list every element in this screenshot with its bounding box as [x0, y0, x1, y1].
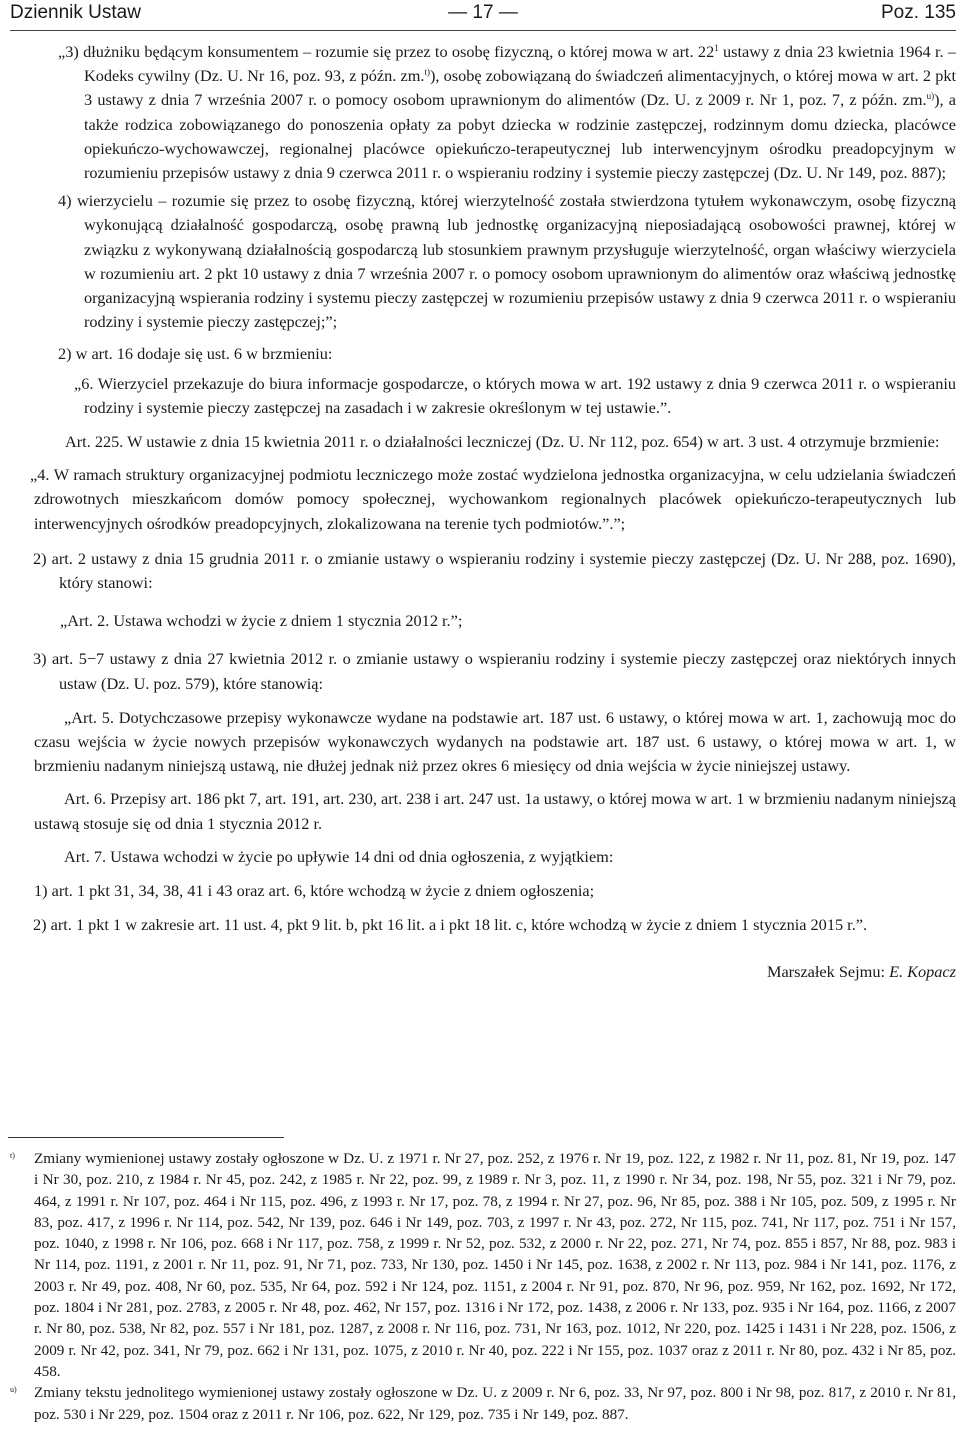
position-number: Poz. 135 [881, 2, 956, 23]
paragraph-creditor-definition: 4) wierzycielu – rozumie się przez to osobę fizyczną, której wierzytelność została stwierdzona tytułem wykonawczym, osobę fizyczną wykonującą działalność gospodarczą, osobę prawną lub jednostkę organizacyjną nieposiadającą osobowości prawnej, której w związku z wykonywaną działalnością gospodarczą lub stosunkiem prawnym przysługuje wierzytelność, organ właściwy wierzyciela w rozumieniu art. 2 pkt 10 ustawy z dnia 7 września 2007 r. o pomocy osobom uprawnionym do alimentów oraz właściwą jednostkę organizacyjną wspierania rodziny i systemu pieczy zastępczej w rozumieniu przepisów ustawy z dnia 9 czerwca 2011 r. o wspieraniu rodziny i systemie pieczy zastępczej;”; [58, 191, 956, 332]
paragraph-art6: Art. 6. Przepisy art. 186 pkt 7, art. 191, art. 230, art. 238 i art. 247 ust. 1a ustawy, o której mowa w art. 1 w brzmieniu nadanym niniejszą ustawą stosuje się od dnia 1 stycznia 2012 r. [34, 789, 956, 833]
paragraph-quote-art2: „Art. 2. Ustawa wchodzi w życie z dniem 1 stycznia 2012 r.”; [60, 611, 463, 631]
footnote-u: $^{u)}$ Zmiany tekstu jednolitego wymienionej ustawy zostały ogłoszone w Dz. U. z 2009 r. Nr 6, poz. 33, Nr 97, poz. 800 i Nr 98, poz. 817, z 2010 r. Nr 81, poz. 530 i Nr 229, poz. 1504 oraz z 2011 r. Nr 106, poz. 622, Nr 129, poz. 735 i Nr 149, poz. 887. [10, 1384, 956, 1423]
page-header [10, 0, 956, 31]
footnote-t: $^{t)}$ Zmiany wymienionej ustawy zostały ogłoszone w Dz. U. z 1971 r. Nr 27, poz. 252, z 1976 r. Nr 19, poz. 122, z 1982 r. Nr 11, poz. 81, Nr 19, poz. 147 i Nr 30, poz. 210, z 1984 r. Nr 45, poz. 242, z 1985 r. Nr 22, poz. 99, z 1989 r. Nr 3, poz. 11, z 1990 r. Nr 34, poz. 198, Nr 55, poz. 321 i Nr 79, poz. 464, z 1991 r. Nr 107, poz. 464 i Nr 115, poz. 496, z 1993 r. Nr 17, poz. 78, z 1994 r. Nr 27, poz. 96, Nr 85, poz. 388 i Nr 105, poz. 509, z 1995 r. Nr 83, poz. 417, z 1996 r. Nr 114, poz. 542, Nr 139, poz. 646 i Nr 149, poz. 703, z 1997 r. Nr 43, poz. 272, Nr 115, poz. 741, Nr 117, poz. 751 i Nr 157, poz. 1040, z 1998 r. Nr 106, poz. 668 i Nr 117, poz. 758, z 1999 r. Nr 52, poz. 532, z 2000 r. Nr 22, poz. 271, Nr 74, poz. 855 i 857, Nr 88, poz. 983 i Nr 114, poz. 1191, z 2001 r. Nr 11, poz. 91, Nr 71, poz. 733, Nr 130, poz. 1450 i Nr 145, poz. 1638, z 2002 r. Nr 113, poz. 984 i Nr 141, poz. 1176, z 2003 r. Nr 49, poz. 408, Nr 60, poz. 535, Nr 64, poz. 592 i Nr 124, poz. 1151, z 2004 r. Nr 91, poz. 870, Nr 96, poz. 959, Nr 162, poz. 1692, Nr 172, poz. 1804 i Nr 281, poz. 2783, z 2005 r. Nr 48, poz. 462, Nr 157, poz. 1316 i Nr 172, poz. 1438, z 2006 r. Nr 133, poz. 935 i Nr 164, poz. 1166, z 2007 r. Nr 80, poz. 538, Nr 82, poz. 557 i Nr 181, poz. 1287, z 2008 r. Nr 116, poz. 731, Nr 163, poz. 1012, Nr 220, poz. 1425 i 1431 i Nr 228, poz. 1506, z 2009 r. Nr 42, poz. 341, Nr 79, poz. 662 i Nr 131, poz. 1075, z 2010 r. Nr 40, poz. 222 i Nr 155, poz. 1037 oraz z 2011 r. Nr 80, poz. 432 i Nr 85, poz. 458. [10, 1150, 956, 1380]
footnotes [0, 1148, 960, 1425]
footnote-u-text: Zmiany tekstu jednolitego wymienionej ustawy zostały ogłoszone w Dz. U. z 2009 r. Nr 6, poz. 33, Nr 97, poz. 800 i Nr 98, poz. 817, z 2010 r. Nr 81, poz. 530 i Nr 229, poz. 1504 oraz z 2011 r. Nr 106, poz. 622, Nr 129, poz. 735 i Nr 149, poz. 887. [34, 1384, 956, 1423]
paragraph-quote-art5: „Art. 5. Dotychczasowe przepisy wykonawcze wydane na podstawie art. 187 ust. 6 ustawy, o której mowa w art. 1, zachowują moc do czasu wejścia w życie nowych przepisów wykonawczych wydanych na podstawie art. 187 ust. 6 ustawy, o której mowa w art. 1, w brzmieniu nadanym niniejszą ustawą, nie dłużej jednak niż przez okres 6 miesięcy od dnia wejścia w życie niniejszej ustawy. [34, 707, 956, 776]
footnote-divider [8, 1137, 284, 1138]
paragraph-item-2: 2) art. 2 ustawy z dnia 15 grudnia 2011 r. o zmianie ustawy o wspieraniu rodziny i systemie pieczy zastępczej (Dz. U. Nr 288, poz. 1690), który stanowi: [33, 548, 956, 593]
paragraph-item-3: 3) art. 5−7 ustawy z dnia 27 kwietnia 2012 r. o zmianie ustawy o wspieraniu rodziny i systemie pieczy zastępczej oraz niektórych innych ustaw (Dz. U. poz. 579), które stanowią: [33, 649, 956, 693]
paragraph-art16-amendment: 2) w art. 16 dodaje się ust. 6 w brzmieniu: [58, 344, 333, 364]
paragraph-art7: Art. 7. Ustawa wchodzi w życie po upływie 14 dni od dnia ogłoszenia, z wyjątkiem: [64, 846, 614, 866]
paragraph-art225: Art. 225. W ustawie z dnia 15 kwietnia 2011 r. o działalności leczniczej (Dz. U. Nr 112, poz. 654) w art. 3 ust. 4 otrzymuje brzmienie: [65, 432, 940, 452]
paragraph-debtor-definition: „3) dłużniku będącym konsumentem – rozumie się przez to osobę fizyczną, o której mowa w art. $22^1$ ustawy z dnia 23 kwietnia 1964 r. – Kodeks cywilny (Dz. U. Nr 16, poz. 93, z późn. zm.$^{t)}$), osobę zobowiązaną do świadczeń alimentacyjnych, o której mowa w art. 2 pkt 3 ustawy z dnia 7 września 2007 r. o pomocy osobom uprawnionym do alimentów (Dz. U. z 2009 r. Nr 1, poz. 7, z późn. zm.$^{u)}$), a także rodzica zobowiązanego do ponoszenia opłaty za pobyt dziecka w rodzinie zastępczej, rodzinnym domu dziecka, placówce opiekuńczo-wychowawczej, regionalnej placówce opiekuńczo-terapeutycznej lub interwencyjnym ośrodku preadopcyjnym w rozumieniu przepisów ustawy z dnia 9 czerwca 2011 r. o wspieraniu rodziny i systemie pieczy zastępczej (Dz. U. Nr 149, poz. 887); [58, 42, 956, 183]
paragraph-art7-item1: 1) art. 1 pkt 31, 34, 38, 41 i 43 oraz art. 6, które wchodzą w życie z dniem ogłoszenia; [34, 881, 595, 901]
footnote-t-text: Zmiany wymienionej ustawy zostały ogłoszone w Dz. U. z 1971 r. Nr 27, poz. 252, z 1976 r. Nr 19, poz. 122, z 1982 r. Nr 11, poz. 81, Nr 19, poz. 147 i Nr 30, poz. 210, z 1984 r. Nr 45, poz. 242, z 1985 r. Nr 22, poz. 99, z 1989 r. Nr 3, poz. 11, z 1990 r. Nr 34, poz. 198, Nr 55, poz. 321 i Nr 79, poz. 464, z 1991 r. Nr 107, poz. 464 i Nr 115, poz. 496, z 1993 r. Nr 17, poz. 78, z 1994 r. Nr 27, poz. 96, Nr 85, poz. 388 i Nr 105, poz. 509, z 1995 r. Nr 83, poz. 417, z 1996 r. Nr 114, poz. 542, Nr 139, poz. 646 i Nr 149, poz. 703, z 1997 r. Nr 43, poz. 272, Nr 115, poz. 741, Nr 117, poz. 751 i Nr 157, poz. 1040, z 1998 r. Nr 106, poz. 668 i Nr 117, poz. 758, z 1999 r. Nr 52, poz. 532, z 2000 r. Nr 22, poz. 271, Nr 74, poz. 855 i 857, Nr 88, poz. 983 i Nr 114, poz. 1191, z 2001 r. Nr 11, poz. 91, Nr 71, poz. 733, Nr 130, poz. 1450 i Nr 145, poz. 1638, z 2002 r. Nr 113, poz. 984 i Nr 141, poz. 1176, z 2003 r. Nr 49, poz. 408, Nr 60, poz. 535, Nr 64, poz. 592 i Nr 124, poz. 1151, z 2004 r. Nr 91, poz. 870, Nr 96, poz. 959, Nr 162, poz. 1692, Nr 172, poz. 1804 i Nr 281, poz. 2783, z 2005 r. Nr 48, poz. 462, Nr 157, poz. 1316 i Nr 172, poz. 1438, z 2006 r. Nr 133, poz. 935 i Nr 164, poz. 1166, z 2007 r. Nr 80, poz. 538, Nr 82, poz. 557 i Nr 181, poz. 1287, z 2008 r. Nr 116, poz. 731, Nr 163, poz. 1012, Nr 220, poz. 1425 i 1431 i Nr 228, poz. 1506, z 2009 r. Nr 42, poz. 341, Nr 79, poz. 662 i Nr 131, poz. 1075, z 2010 r. Nr 40, poz. 222 i Nr 155, poz. 1037 oraz z 2011 r. Nr 80, poz. 432 i Nr 85, poz. 458. [34, 1150, 956, 1380]
paragraph-art7-item2: 2) art. 1 pkt 1 w zakresie art. 11 ust. 4, pkt 9 lit. b, pkt 16 lit. a i pkt 18 lit. c, które wchodzą w życie z dniem 1 stycznia 2015 r.”. [33, 915, 868, 935]
signature-role: Marszałek Sejmu: [766, 961, 890, 981]
footnote-ref-u: u) [926, 91, 935, 102]
signature-name: E. Kopacz [889, 961, 956, 981]
page-number: — 17 — [448, 2, 518, 23]
footnote-ref-t: t) [424, 67, 430, 78]
paragraph-art3-ust4: „4. W ramach struktury organizacyjnej podmiotu leczniczego może zostać wydzielona jednostka organizacyjna, w celu udzielania świadczeń zdrowotnych mieszkańcom domów pomocy społecznej, wychowankom regionalnych placówek opiekuńczo-terapeutycznych lub interwencyjnych ośrodków preadopcyjnych, zlokalizowana na terenie tych podmiotów.”.”; [30, 465, 956, 533]
paragraph-art16-ust6: „6. Wierzyciel przekazuje do biura informacje gospodarcze, o których mowa w art. 192 ustawy z dnia 9 czerwca 2011 r. o wspieraniu rodziny i systemie pieczy zastępczej na zasadach i w zakresie określonym w tej ustawie.”. [74, 373, 956, 417]
signature [0, 960, 956, 984]
journal-title: Dziennik Ustaw [10, 2, 141, 23]
document-body [0, 40, 960, 984]
